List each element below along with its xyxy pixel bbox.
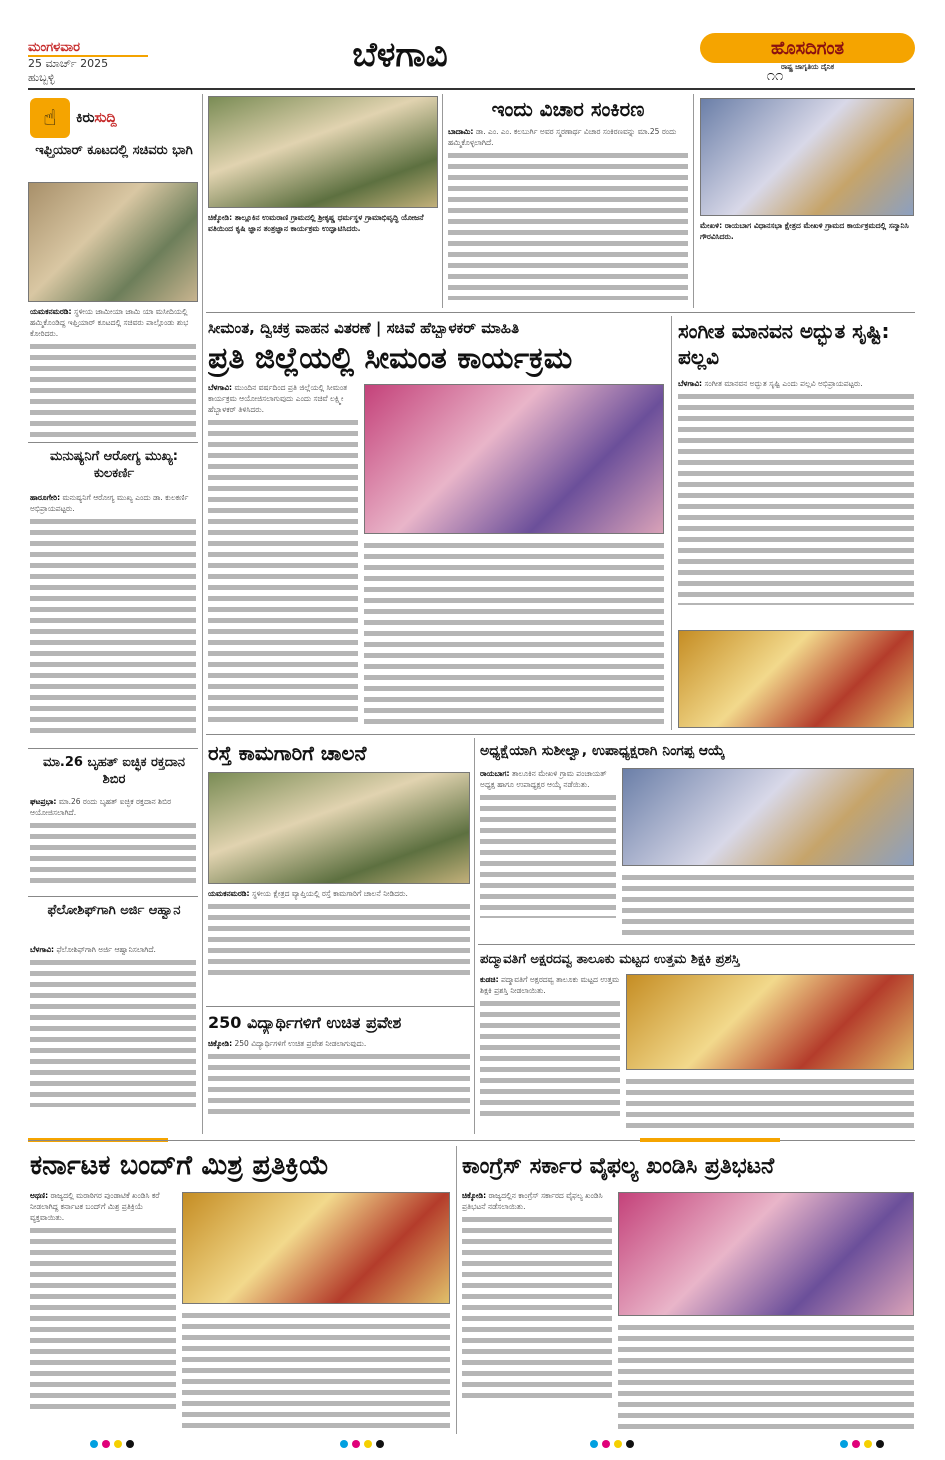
story-s6-body bbox=[448, 126, 688, 306]
story-s11-continued bbox=[622, 872, 914, 938]
story-s9-photo bbox=[678, 630, 914, 728]
story-s15-filler bbox=[462, 1214, 612, 1398]
column-rule bbox=[202, 94, 203, 1134]
story-s13-photo bbox=[626, 974, 914, 1070]
story-s4-body bbox=[30, 944, 196, 1124]
column-rule bbox=[693, 94, 694, 308]
story-s3-title: ಮಾ.26 ಬೃಹತ್ ಐಚ್ಛಿಕ ರಕ್ತದಾನ ಶಿಬಿರ bbox=[42, 755, 186, 787]
story-s1-dateline: ಯಮಕನಮರಡಿ: bbox=[30, 307, 72, 316]
story-s3-filler bbox=[30, 820, 196, 886]
rule bbox=[206, 1006, 474, 1007]
story-s8-photo bbox=[364, 384, 664, 534]
story-s14-continued bbox=[182, 1310, 450, 1430]
story-s11-dateline: ರಾಯಬಾಗ: bbox=[480, 769, 510, 778]
story-s10-photo bbox=[208, 772, 470, 884]
story-s12-text: 250 ವಿದ್ಯಾರ್ಥಿಗಳಿಗೆ ಉಚಿತ ಪ್ರವೇಶ ನೀಡಲಾಗುವುದು. bbox=[234, 1039, 367, 1048]
story-s14-title: ಕರ್ನಾಟಕ ಬಂದ್‌ಗೆ ಮಿಶ್ರ ಪ್ರತಿಕ್ರಿಯೆ bbox=[30, 1150, 330, 1181]
story-s1-body bbox=[30, 306, 196, 438]
accent-bar bbox=[640, 1138, 780, 1142]
story-s11-filler bbox=[480, 792, 616, 918]
logo-tagline: ರಾಷ್ಟ್ರ ಜಾಗೃತಿಯ ದೈನಿಕ bbox=[781, 63, 834, 71]
edition-city: ಹುಬ್ಬಳ್ಳಿ bbox=[28, 71, 55, 84]
story-s1-title: ಇಫ್ತಿಯಾರ್ ಕೂಟದಲ್ಲಿ ಸಚಿವರು ಭಾಗಿ bbox=[35, 143, 193, 158]
story-s15-text: ರಾಜ್ಯದಲ್ಲಿನ ಕಾಂಗ್ರೆಸ್ ಸರ್ಕಾರದ ವೈಫಲ್ಯ ಖಂಡಿಸಿ ಪ್ರತಿಭಟನೆ ನಡೆಸಲಾಯಿತು. bbox=[462, 1191, 603, 1211]
story-s9-dateline: ಬೆಳಗಾವಿ: bbox=[678, 379, 703, 388]
story-s13-continued bbox=[626, 1076, 914, 1134]
newspaper-logo bbox=[700, 33, 915, 71]
story-s3-body bbox=[30, 796, 196, 892]
story-s8-continued bbox=[364, 540, 664, 730]
story-s15-dateline: ಚಿಕ್ಕೋಡಿ: bbox=[462, 1191, 487, 1200]
story-s12-filler bbox=[208, 1051, 470, 1117]
story-s9-body bbox=[678, 378, 914, 624]
rule bbox=[28, 748, 198, 749]
story-s13-text: ಪದ್ಮಾವತಿಗೆ ಅಕ್ಷರದವ್ವ ತಾಲೂಕು ಮಟ್ಟದ ಉತ್ತಮ ಶಿಕ್ಷಕಿ ಪ್ರಶಸ್ತಿ ನೀಡಲಾಯಿತು. bbox=[480, 975, 620, 995]
kirusuddi-label-a: ಕಿರು bbox=[76, 110, 95, 126]
story-s13-title: ಪದ್ಮಾವತಿಗೆ ಅಕ್ಷರದವ್ವ ತಾಲೂಕು ಮಟ್ಟದ ಉತ್ತಮ ಶಿಕ್ಷಕಿ ಪ್ರಶಸ್ತಿ bbox=[480, 952, 740, 967]
story-s3-text: ಮಾ.26 ರಂದು ಬೃಹತ್ ಐಚ್ಛಿಕ ರಕ್ತದಾನ ಶಿಬಿರ ಆಯೋಜಿಸಲಾಗಿದೆ. bbox=[30, 797, 172, 817]
story-s10-text: ಸ್ಥಳೀಯ ಕ್ಷೇತ್ರದ ವ್ಯಾಪ್ತಿಯಲ್ಲಿ ರಸ್ತೆ ಕಾಮಗಾರಿಗೆ ಚಾಲನೆ ನೀಡಿದರು. bbox=[251, 889, 408, 898]
story-s14-filler bbox=[30, 1225, 176, 1409]
story-s2-dateline: ಹಾರೂಗೇರಿ: bbox=[30, 493, 61, 502]
story-s10-body bbox=[208, 888, 470, 1000]
story-s13-dateline: ಕುಡಚಿ: bbox=[480, 975, 499, 984]
story-s6-dateline: ಬಾದಾಮಿ: bbox=[448, 127, 474, 136]
story-s8-kicker: ಸೀಮಂತ, ದ್ವಿಚಕ್ರ ವಾಹನ ವಿತರಣೆ | ಸಚಿವೆ ಹೆಬ್ಬಾಳಕರ್ ಮಾಹಿತಿ bbox=[208, 319, 520, 337]
logo-text: ಹೊಸದಿಗಂತ bbox=[770, 37, 845, 59]
rule bbox=[28, 1140, 915, 1141]
story-s8-filler bbox=[208, 417, 358, 727]
kirusuddi-banner bbox=[30, 98, 200, 138]
story-s10-filler bbox=[208, 901, 470, 981]
column-rule bbox=[474, 738, 475, 1134]
kirusuddi-label-b: ಸುದ್ದಿ bbox=[94, 110, 117, 126]
story-s15-photo bbox=[618, 1192, 914, 1316]
story-s1-filler bbox=[30, 341, 196, 438]
rule bbox=[206, 312, 915, 313]
column-rule bbox=[442, 94, 443, 308]
rule bbox=[478, 944, 915, 945]
story-s13-filler bbox=[480, 998, 620, 1116]
story-s4-filler bbox=[30, 957, 196, 1107]
story-s4-dateline: ಬೆಳಗಾವಿ: bbox=[30, 945, 55, 954]
print-registration-marks bbox=[590, 1440, 634, 1448]
story-s2-body bbox=[30, 492, 196, 744]
story-s7-photo bbox=[700, 98, 914, 216]
print-registration-marks bbox=[340, 1440, 384, 1448]
header-rule bbox=[28, 88, 915, 90]
story-s7-caption: ಮೇಖಳಿ: ರಾಯಬಾಗ ವಿಧಾನಸಭಾ ಕ್ಷೇತ್ರದ ಮೇಖಳಿ ಗ್ರಾಮದ ಕಾರ್ಯಕ್ರಮದಲ್ಲಿ ಸನ್ಮಾನಿಸಿ ಗೌರವಿಸಿದರು. bbox=[700, 221, 909, 241]
story-s11-photo bbox=[622, 768, 914, 866]
story-s6-title: ಇಂದು ವಿಚಾರ ಸಂಕಿರಣ bbox=[491, 97, 645, 121]
story-s14-dateline: ಅಥಣಿ: bbox=[30, 1191, 49, 1200]
rule bbox=[28, 896, 198, 897]
story-s5-photo bbox=[208, 96, 438, 208]
section-title: ಬೆಳಗಾವಿ bbox=[352, 35, 448, 75]
story-s3-dateline: ಘಟಪ್ರಭಾ: bbox=[30, 797, 57, 806]
column-rule bbox=[456, 1146, 457, 1434]
story-s10-title: ರಸ್ತೆ ಕಾಮಗಾರಿಗೆ ಚಾಲನೆ bbox=[208, 741, 367, 765]
story-s15-body bbox=[462, 1190, 612, 1430]
story-s12-body bbox=[208, 1038, 470, 1134]
story-s2-filler bbox=[30, 516, 196, 736]
print-registration-marks bbox=[90, 1440, 134, 1448]
story-s14-body bbox=[30, 1190, 176, 1430]
story-s12-dateline: ಚಿಕ್ಕೋಡಿ: bbox=[208, 1039, 233, 1048]
story-s8-text: ಮುಂದಿನ ವರ್ಷದಿಂದ ಪ್ರತಿ ಜಿಲ್ಲೆಯಲ್ಲಿ ಸೀಮಂತ ಕಾರ್ಯಕ್ರಮ ಆಯೋಜಿಸಲಾಗುವುದು ಎಂದು ಸಚಿವೆ ಲಕ್ಷ್ಮೀ ಹೆಬ್ಬಾಳಕರ್ ತಿಳಿಸಿದರು. bbox=[208, 383, 348, 414]
story-s4-title: ಫೆಲೋಶಿಫ್‌ಗಾಗಿ ಅರ್ಜಿ ಆಹ್ವಾನ bbox=[47, 903, 181, 918]
story-s5-caption: ಚಿಕ್ಕೋಡಿ: ತಾಲ್ಲೂಕಿನ ಉಮರಾಣಿ ಗ್ರಾಮದಲ್ಲಿ ಶ್ರೀಕೃಷ್ಣ ಧರ್ಮಸ್ಥಳ ಗ್ರಾಮಾಭಿವೃದ್ಧಿ ಯೋಜನೆ ವತಿಯಿಂದ ಕೃಷಿ ಜ್ಞಾನ ತಂತ್ರಜ್ಞಾನ ಕಾರ್ಯಕ್ರಮ ಉದ್ಘಾಟಿಸಿದರು. bbox=[208, 213, 424, 233]
column-rule bbox=[671, 316, 672, 730]
story-s9-filler bbox=[678, 391, 914, 605]
story-s14-photo bbox=[182, 1192, 450, 1304]
story-s13-body bbox=[480, 974, 620, 1134]
story-s1-photo bbox=[28, 182, 198, 302]
story-s6-text: ಡಾ. ಎಂ. ಎಂ. ಕಲಬುರ್ಗಿ ಅವರ ಸ್ಮರಣಾರ್ಥ ವಿಚಾರ ಸಂಕಿರಣವನ್ನು ಮಾ.25 ರಂದು ಹಮ್ಮಿಕೊಳ್ಳಲಾಗಿದೆ. bbox=[448, 127, 677, 147]
story-s9-title: ಸಂಗೀತ ಮಾನವನ ಅದ್ಭುತ ಸೃಷ್ಟಿ: ಪಲ್ಲವಿ bbox=[678, 319, 890, 369]
story-s9-text: ಸಂಗೀತ ಮಾನವನ ಅದ್ಭುತ ಸೃಷ್ಟಿ ಎಂದು ಪಲ್ಲವಿ ಅಭಿಪ್ರಾಯಪಟ್ಟರು. bbox=[704, 379, 863, 388]
story-s6-filler bbox=[448, 150, 688, 300]
story-s11-body bbox=[480, 768, 616, 938]
story-s15-title: ಕಾಂಗ್ರೆಸ್ ಸರ್ಕಾರ ವೈಫಲ್ಯ ಖಂಡಿಸಿ ಪ್ರತಿಭಟನೆ bbox=[462, 1153, 775, 1179]
story-s8-title: ಪ್ರತಿ ಜಿಲ್ಲೆಯಲ್ಲಿ ಸೀಮಂತ ಕಾರ್ಯಕ್ರಮ bbox=[208, 341, 573, 376]
story-s15-continued bbox=[618, 1322, 914, 1430]
story-s4-text: ಫೆಲೋಶಿಫ್‌ಗಾಗಿ ಅರ್ಜಿ ಆಹ್ವಾನಿಸಲಾಗಿದೆ. bbox=[56, 945, 156, 954]
story-s1-text: ಸ್ಥಳೀಯ ಜಾಮೀಯಾ ಜಾಮಿ ಯಾ ಮಸೀದಿಯಲ್ಲಿ ಹಮ್ಮಿಕೊಂಡಿದ್ದ ಇಫ್ತಿಯಾರ್ ಕೂಟದಲ್ಲಿ ಸಚಿವರು ಪಾಲ್ಗೊಂಡು ಶುಭ ಕೋರಿದರು. bbox=[30, 307, 189, 338]
story-s14-text: ರಾಜ್ಯದಲ್ಲಿ ಮರಾಠಿಗರ ಪುಂಡಾಟಿಕೆ ಖಂಡಿಸಿ ಕರೆ ನೀಡಲಾಗಿದ್ದ ಕರ್ನಾಟಕ ಬಂದ್‌ಗೆ ಮಿಶ್ರ ಪ್ರತಿಕ್ರಿಯೆ ವ್ಯಕ್ತವಾಯಿತು. bbox=[30, 1191, 160, 1222]
story-s8-dateline: ಬೆಳಗಾವಿ: bbox=[208, 383, 233, 392]
story-s2-title: ಮನುಷ್ಯನಿಗೆ ಆರೋಗ್ಯ ಮುಖ್ಯ: ಕುಲಕರ್ಣಿ bbox=[50, 449, 178, 481]
rule bbox=[28, 442, 198, 443]
story-s8-body bbox=[208, 382, 358, 728]
edition-info bbox=[28, 40, 148, 85]
story-s2-text: ಮನುಷ್ಯನಿಗೆ ಆರೋಗ್ಯ ಮುಖ್ಯ ಎಂದು ಡಾ. ಕುಲಕರ್ಣಿ ಅಭಿಪ್ರಾಯಪಟ್ಟರು. bbox=[30, 493, 189, 513]
page-number: ೧೧ bbox=[766, 66, 784, 84]
edition-day: ಮಂಗಳವಾರ bbox=[28, 40, 148, 57]
print-registration-marks bbox=[840, 1440, 884, 1448]
edition-date: 25 ಮಾರ್ಚ್ 2025 bbox=[28, 57, 109, 70]
rule bbox=[206, 734, 915, 735]
story-s11-title: ಅಧ್ಯಕ್ಷೆಯಾಗಿ ಸುಶೀಲ್ವಾ, ಉಪಾಧ್ಯಕ್ಷರಾಗಿ ನಿಂಗಪ್ಪ ಆಯ್ಕೆ bbox=[480, 743, 725, 759]
story-s10-dateline: ಯಮಕನಮರಡಿ: bbox=[208, 889, 250, 898]
story-s12-title: 250 ವಿದ್ಯಾರ್ಥಿಗಳಿಗೆ ಉಚಿತ ಪ್ರವೇಶ bbox=[208, 1013, 402, 1032]
story-s11-text: ತಾಲೂಕಿನ ಮೇಖಳಿ ಗ್ರಾಮ ಪಂಚಾಯತ್ ಅಧ್ಯಕ್ಷ ಹಾಗೂ ಉಪಾಧ್ಯಕ್ಷರ ಆಯ್ಕೆ ನಡೆಯಿತು. bbox=[480, 769, 607, 789]
hand-icon: ☝ bbox=[30, 98, 70, 138]
